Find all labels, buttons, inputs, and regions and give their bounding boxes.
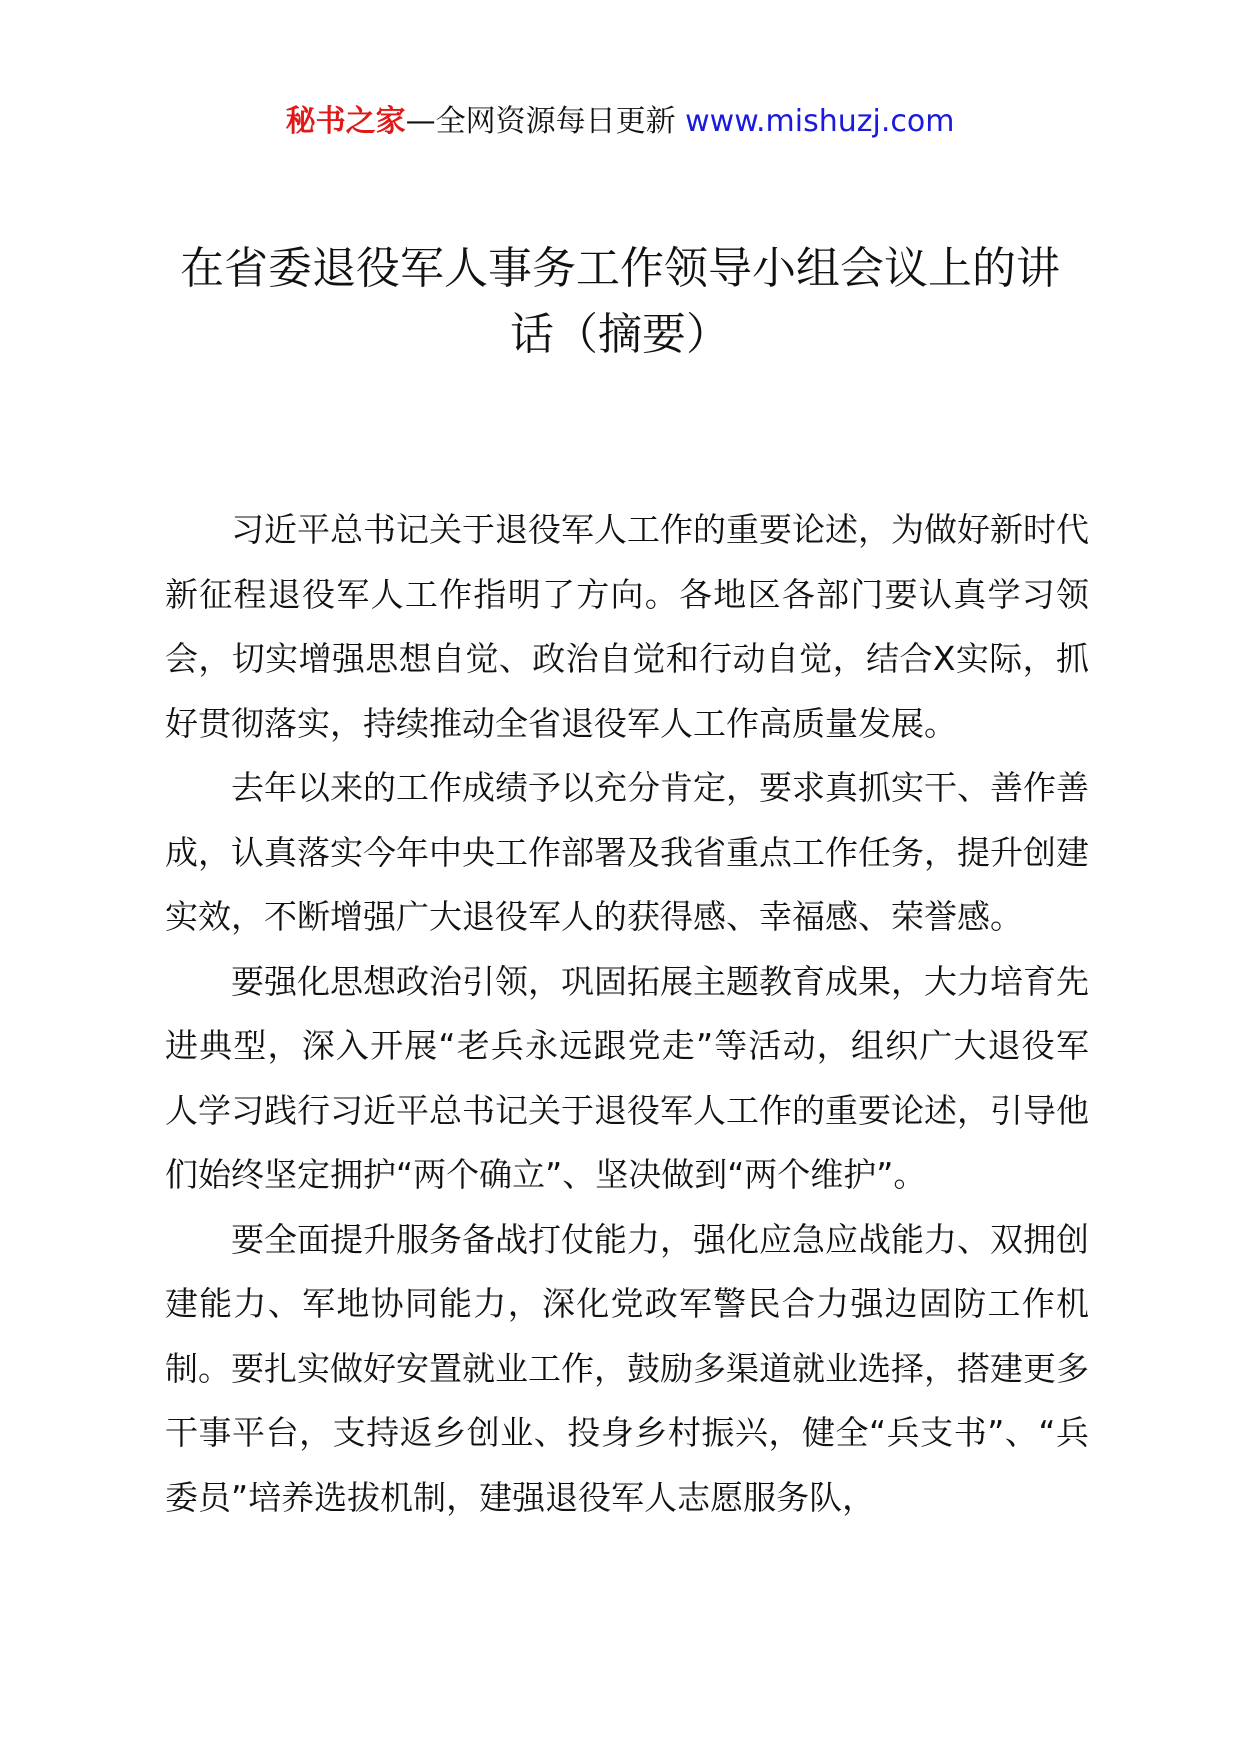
site-url-link[interactable]: www.mishuzj.com: [685, 104, 955, 139]
paragraph: 习近平总书记关于退役军人工作的重要论述，为做好新时代新征程退役军人工作指明了方向。各地区各部门要认真学习领会，切实增强思想自觉、政治自觉和行动自觉，结合X实际，抓好贯彻落实，持续推动全省退役军人工作高质量发展。: [165, 510, 1089, 743]
document-body: [165, 498, 1089, 1530]
site-brand: 秘书之家: [285, 104, 406, 139]
paragraph: 要全面提升服务备战打仗能力，强化应急应战能力、双拥创建能力、军地协同能力，深化党政军警民合力强边固防工作机制。要扎实做好安置就业工作，鼓励多渠道就业选择，搭建更多干事平台，支持返乡创业、投身乡村振兴，健全“兵支书”、“兵委员”培养选拔机制，建强退役军人志愿服务队，: [165, 1219, 1089, 1517]
paragraph: 要强化思想政治引领，巩固拓展主题教育成果，大力培育先进典型，深入开展“老兵永远跟党走”等活动，组织广大退役军人学习践行习近平总书记关于退役军人工作的重要论述，引导他们始终坚定拥护“两个确立”、坚决做到“两个维护”。: [165, 961, 1089, 1194]
site-header: [0, 100, 1240, 144]
paragraph: 去年以来的工作成绩予以充分肯定，要求真抓实干、善作善成，认真落实今年中央工作部署及我省重点工作任务，提升创建实效，不断增强广大退役军人的获得感、幸福感、荣誉感。: [165, 768, 1089, 936]
document-title: 在省委退役军人事务工作领导小组会议上的讲话（摘要）: [180, 243, 1060, 360]
site-tagline: —全网资源每日更新: [405, 104, 686, 139]
